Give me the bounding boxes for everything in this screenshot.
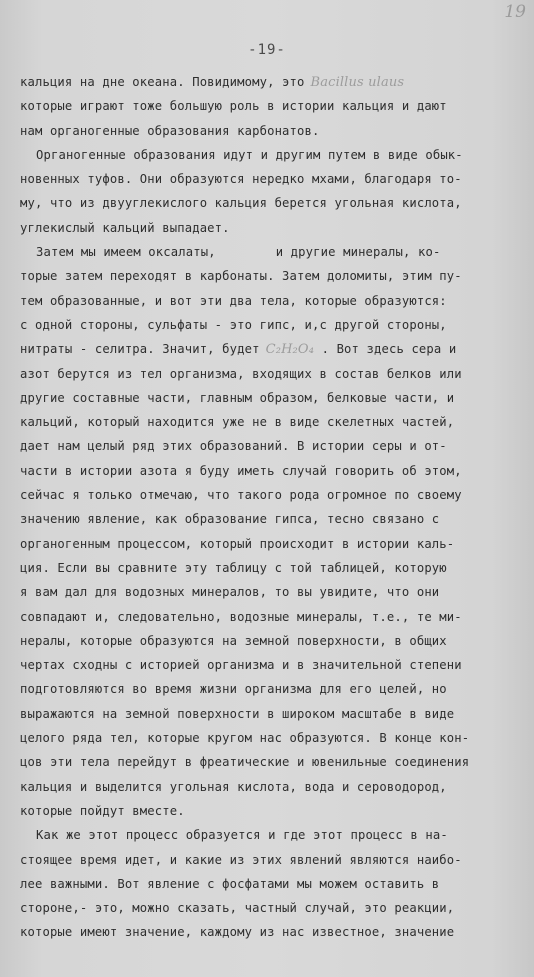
handwritten-annotation: Bacillus ulaus	[310, 75, 405, 90]
text-line: целого ряда тел, которые кругом нас образуются. В конце кон-	[20, 731, 470, 746]
text-line: нералы, которые образуются на земной поверхности, в общих	[20, 633, 447, 648]
text-line: новенных туфов. Они образуются нередко мхами, благодаря то-	[20, 172, 462, 187]
text-line: ция. Если вы сравните эту таблицу с той таблицей, которую	[20, 560, 447, 575]
text-line: органогенным процессом, который происходит в истории каль-	[20, 536, 455, 551]
text-line: части в истории азота я буду иметь случай говорить об этом,	[20, 463, 462, 478]
text-line: кальций, который находится уже не в виде скелетных частей,	[20, 415, 455, 430]
text-line: значению явление, как образование гипса, тесно связано с	[20, 512, 440, 527]
handwritten-formula: C₂H₂O₄	[265, 342, 315, 358]
text-line: му, что из двууглекислого кальция берется угольная кислота,	[20, 196, 462, 211]
text-line: которые имеют значение, каждому из нас известное, значение	[20, 925, 455, 940]
text-line: азот берутся из тел организма, входящих в состав белков или	[20, 366, 462, 381]
text-line: чертах сходны с историей организма и в значительной степени	[20, 658, 462, 673]
text-line: которые играют тоже большую роль в истории кальция и дают	[20, 99, 447, 114]
text-line: тем образованные, и вот эти два тела, которые образуются:	[20, 293, 447, 308]
text-line: совпадают и, следовательно, водозные минералы, т.е., те ми-	[20, 609, 462, 624]
text-line: цов эти тела перейдут в фреатические и ювенильные соединения	[20, 755, 470, 770]
page-number: -19-	[248, 42, 286, 58]
text-line: сейчас я только отмечаю, что такого рода огромное по своему	[20, 488, 462, 503]
text-line: лее важными. Вот явление с фосфатами мы можем оставить в	[20, 876, 440, 891]
text-line: подготовляются во время жизни организма для его целей, но	[20, 682, 447, 697]
text-line: Затем мы имеем оксалаты, и другие минералы, ко-	[36, 245, 441, 260]
text-line: торые затем переходят в карбонаты. Затем доломиты, этим пу-	[20, 269, 462, 284]
text-line: другие составные части, главным образом, белковые части, и	[20, 390, 455, 405]
text-line: кальция на дне океана. Повидимому, это Bacillus ulaus	[20, 75, 405, 90]
text-line: стороне,- это, можно сказать, частный случай, это реакции,	[20, 901, 455, 916]
text-line: которые пойдут вместе.	[20, 803, 185, 818]
text-line: дает нам целый ряд этих образований. В истории серы и от-	[20, 439, 447, 454]
text-line: нитраты - селитра. Значит, будет C₂H₂O₄ . Вот здесь сера и	[20, 342, 457, 358]
text-line: я вам дал для водозных минералов, то вы увидите, что они	[20, 585, 440, 600]
text-line: выражаются на земной поверхности в широком масштабе в виде	[20, 706, 455, 721]
folio-mark: 19	[504, 2, 526, 22]
text-line: нам органогенные образования карбонатов.	[20, 123, 320, 138]
text-line: Органогенные образования идут и другим путем в виде обык-	[36, 147, 463, 162]
text-line: кальция и выделится угольная кислота, вода и сероводород,	[20, 779, 447, 794]
text-line: стоящее время идет, и какие из этих явлений являются наибо-	[20, 852, 462, 867]
body-text	[20, 70, 520, 945]
text-line: с одной стороны, сульфаты - это гипс, и,с другой стороны,	[20, 317, 447, 332]
text-line: Как же этот процесс образуется и где этот процесс в на-	[36, 828, 448, 843]
text-line: углекислый кальций выпадает.	[20, 220, 230, 235]
